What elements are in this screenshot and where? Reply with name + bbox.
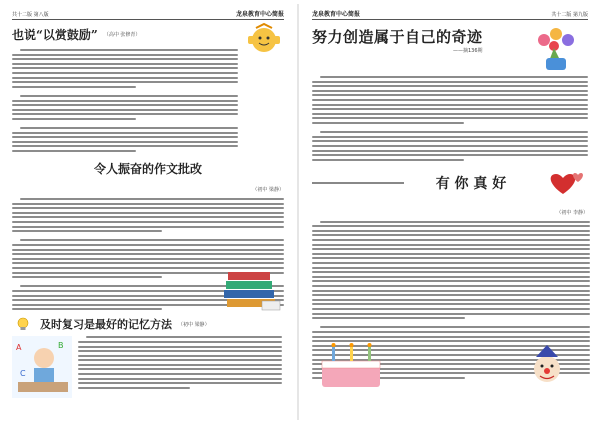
text-line: [12, 63, 238, 65]
text-line: [12, 262, 284, 264]
text-line: [12, 221, 284, 223]
article-review-body: [78, 336, 282, 398]
student-abc-illustration: [12, 336, 72, 398]
text-line: [12, 54, 238, 56]
text-line: [312, 290, 590, 292]
text-line: [12, 258, 284, 260]
text-line: [312, 285, 590, 287]
text-line: [12, 136, 238, 138]
text-line: [312, 140, 588, 142]
text-line: [320, 76, 588, 78]
article-miracle-title: 努力创造属于自己的奇迹: [312, 28, 483, 46]
text-line: [12, 100, 238, 102]
article-praise-body: [12, 49, 238, 152]
text-line: [12, 244, 284, 246]
text-line: [312, 90, 588, 92]
text-line: [12, 276, 162, 278]
text-line: [312, 159, 464, 161]
text-line: [78, 364, 282, 366]
article-praise: [12, 26, 284, 152]
article-miracle: [312, 26, 588, 161]
text-line: [78, 350, 282, 352]
thumbs-up-cartoon-icon: [244, 22, 284, 56]
article-good-byline: （初中 李静）: [556, 209, 588, 216]
text-line: [320, 221, 590, 223]
text-line: [312, 239, 590, 241]
svg-text:C: C: [20, 369, 26, 379]
text-line: [312, 234, 590, 236]
text-line: [312, 117, 588, 119]
text-line: [312, 317, 465, 319]
text-line: [12, 308, 162, 310]
flower-vase-illustration: [526, 26, 588, 72]
text-line: [78, 368, 282, 370]
text-line: [12, 150, 136, 152]
article-good-title: 有 你 真 好: [435, 175, 507, 192]
text-line: [78, 359, 282, 361]
text-line: [20, 49, 238, 51]
text-line: [12, 141, 238, 143]
text-line: [312, 253, 590, 255]
text-line: [312, 331, 590, 333]
text-line: [312, 150, 588, 152]
right-issue-label: 共十二版 第九版: [551, 12, 588, 18]
text-line: [312, 262, 590, 264]
text-line: [312, 313, 590, 315]
article-review-byline: （初中 梁静）: [178, 321, 210, 328]
text-line: [78, 341, 282, 343]
birthday-cake-illustration: [312, 335, 390, 391]
stacked-books-illustration: [222, 270, 282, 312]
text-line: [312, 271, 590, 273]
article-essay-byline: （初中 梁静）: [252, 187, 284, 194]
article-review-title: 及时复习是最好的记忆方法: [40, 318, 172, 332]
text-line: [312, 145, 588, 147]
text-line: [12, 118, 136, 120]
hearts-icon: [538, 168, 588, 198]
article-good-to-have-you: [312, 168, 588, 379]
text-line: [312, 308, 590, 310]
text-line: [78, 387, 190, 389]
text-line: [12, 81, 238, 83]
text-line: [320, 131, 588, 133]
left-issue-label: 共十二版 第八版: [12, 12, 49, 18]
text-line: [312, 280, 590, 282]
text-line: [12, 145, 238, 147]
text-line: [12, 253, 284, 255]
text-line: [312, 99, 588, 101]
text-line: [312, 85, 588, 87]
text-line: [312, 299, 590, 301]
article-essay-title: 令人振奋的作文批改: [93, 162, 202, 177]
article-essay-grading: [12, 158, 284, 310]
text-line: [12, 132, 238, 134]
text-line: [12, 207, 284, 209]
text-line: [12, 113, 238, 115]
article-miracle-byline: ——摘136期: [452, 48, 483, 54]
left-page-header: [12, 12, 284, 20]
text-line: [312, 104, 588, 106]
text-line: [12, 109, 238, 111]
article-praise-title: 也说“以赏鼓励”: [12, 28, 98, 42]
text-line: [312, 81, 588, 83]
text-line: [12, 67, 238, 69]
text-line: [312, 257, 590, 259]
svg-text:B: B: [58, 341, 64, 351]
text-line: [20, 239, 284, 241]
left-page: [6, 8, 290, 416]
text-line: [12, 267, 284, 269]
text-line: [78, 346, 282, 348]
right-page-header: [312, 12, 588, 20]
text-line: [12, 77, 238, 79]
svg-text:A: A: [16, 343, 22, 353]
right-header-title: 龙泉教育中心简报: [312, 11, 361, 18]
text-line: [12, 216, 284, 218]
text-line: [12, 104, 238, 106]
text-line: [312, 294, 590, 296]
text-line: [312, 113, 588, 115]
text-line: [78, 378, 282, 380]
text-line: [312, 154, 588, 156]
text-line: [312, 244, 590, 246]
text-line: [312, 136, 588, 138]
article-review: [12, 316, 284, 398]
text-line: [12, 230, 162, 232]
left-header-title: 龙泉教育中心简报: [235, 11, 284, 18]
article-miracle-body: [312, 76, 588, 161]
clown-illustration: [524, 343, 570, 389]
text-line: [312, 108, 588, 110]
text-line: [20, 127, 238, 129]
text-line: [312, 225, 590, 227]
text-line: [312, 303, 590, 305]
text-line: [312, 230, 590, 232]
text-line: [312, 248, 590, 250]
lightbulb-icon: [12, 316, 34, 332]
text-line: [312, 122, 464, 124]
text-line: [312, 94, 588, 96]
text-line: [78, 355, 282, 357]
text-line: [12, 58, 238, 60]
text-line: [12, 86, 136, 88]
text-line: [78, 382, 282, 384]
text-line: [78, 373, 282, 375]
text-line: [86, 336, 282, 338]
text-line: [12, 226, 284, 228]
page-fold: [297, 4, 299, 420]
right-page: [306, 8, 594, 416]
text-line: [12, 212, 284, 214]
text-line: [312, 267, 590, 269]
text-line: [12, 249, 284, 251]
text-line: [12, 72, 238, 74]
text-line: [20, 198, 284, 200]
article-praise-byline: （高中 张修青）: [103, 32, 141, 38]
text-line: [312, 276, 590, 278]
text-line: [320, 326, 590, 328]
text-line: [20, 95, 238, 97]
text-line: [12, 203, 284, 205]
